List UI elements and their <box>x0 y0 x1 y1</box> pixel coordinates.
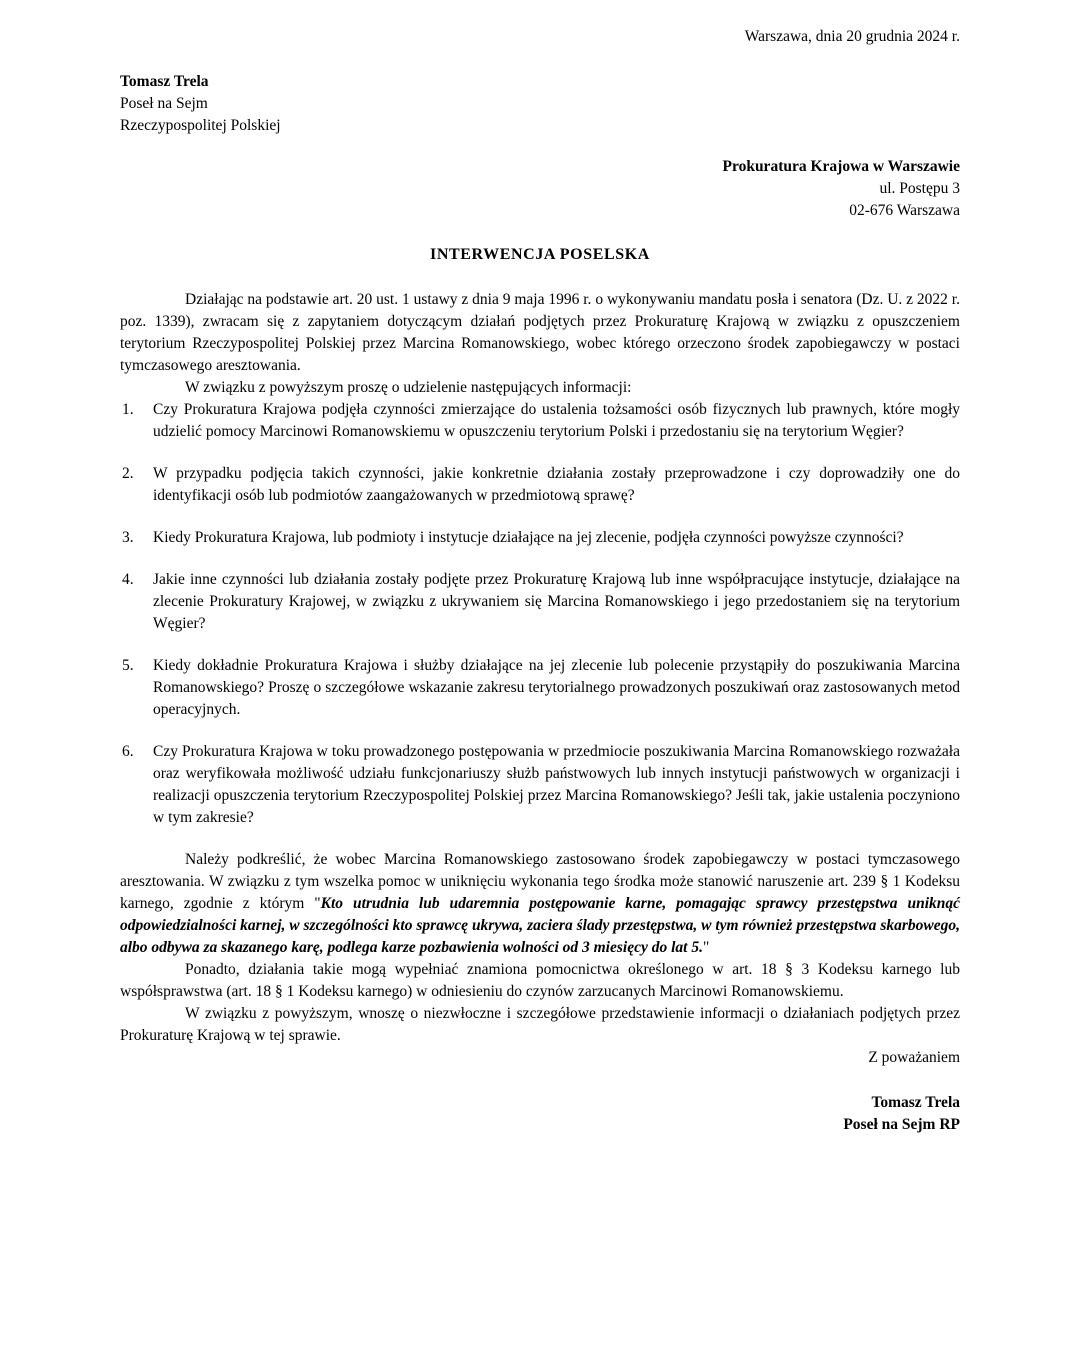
recipient-address-city: 02-676 Warszawa <box>849 202 960 219</box>
sender-block <box>120 71 960 137</box>
signature-block <box>120 1092 960 1136</box>
intro-paragraph: Działając na podstawie art. 20 ust. 1 ustawy z dnia 9 maja 1996 r. o wykonywaniu mandatu posła i senatora (Dz. U. z 2022 r. poz. 1339), zwracam się z zapytaniem dotyczącym działań podjętych przez Prokuraturę Krajową w związku z opuszczeniem terytorium Rzeczypospolitej Polskiej przez Marcina Romanowskiego, wobec którego orzeczono środek zapobiegawczy w postaci tymczasowego aresztowania. <box>120 291 960 374</box>
sender-role: Poseł na Sejm <box>120 95 208 112</box>
legal-text-after-quote: " <box>702 939 710 956</box>
aiding-paragraph: Ponadto, działania takie mogą wypełniać znamiona pomocnictwa określonego w art. 18 § 3 Kodeksu karnego lub współsprawstwa (art. 18 § 1 Kodeksu karnego) w odniesieniu do czynów zarzucanych Marcinowi Romanowskiemu. <box>120 961 960 1000</box>
valediction: Z poważaniem <box>868 1049 960 1066</box>
sender-name: Tomasz Trela <box>120 73 209 90</box>
signature-name: Tomasz Trela <box>871 1094 960 1111</box>
recipient-name: Prokuratura Krajowa w Warszawie <box>722 158 960 175</box>
request-line: W związku z powyższym proszę o udzielenie następujących informacji: <box>185 379 632 396</box>
question-item-4: Jakie inne czynności lub działania zostały podjęte przez Prokuraturę Krajową lub inne współpracujące instytucje, działające na zlecenie Prokuratury Krajowej, w związku z ukrywaniem się Marcina Romanowskiego i jego przedostaniem się na terytorium Węgier? <box>153 571 960 632</box>
recipient-address-street: ul. Postępu 3 <box>879 180 960 197</box>
questions-list <box>120 399 960 829</box>
sender-institution: Rzeczypospolitej Polskiej <box>120 117 281 134</box>
question-item-1: Czy Prokuratura Krajowa podjęła czynności zmierzające do ustalenia tożsamości osób fizycznych lub prawnych, które mogły udzielić pomocy Marcinowi Romanowskiemu w opuszczeniu terytorium Polski i przedostaniu się na terytorium Węgier? <box>153 401 960 440</box>
recipient-block <box>120 156 960 222</box>
legal-paragraph <box>120 849 960 959</box>
document-title: INTERWENCJA POSELSKA <box>430 246 650 263</box>
closing-paragraph: W związku z powyższym, wnoszę o niezwłoczne i szczegółowe przedstawienie informacji o działaniach podjętych przez Prokuraturę Krajową w tej sprawie. <box>120 1005 960 1044</box>
date-line: Warszawa, dnia 20 grudnia 2024 r. <box>744 28 960 45</box>
signature-title: Poseł na Sejm RP <box>843 1116 960 1133</box>
question-item-2: W przypadku podjęcia takich czynności, jakie konkretnie działania zostały przeprowadzone i czy doprowadziły one do identyfikacji osób lub podmiotów zaangażowanych w przedmiotową sprawę? <box>153 465 960 504</box>
question-item-3: Kiedy Prokuratura Krajowa, lub podmioty i instytucje działające na jej zlecenie, podjęła czynności powyższe czynności? <box>153 529 904 546</box>
question-item-5: Kiedy dokładnie Prokuratura Krajowa i służby działające na jej zlecenie lub polecenie przystąpiły do poszukiwania Marcina Romanowskiego? Proszę o szczegółowe wskazanie zakresu terytorialnego prowadzonych poszukiwań oraz zastosowanych metod operacyjnych. <box>153 657 960 718</box>
criminal-code-quote: Kto utrudnia lub udaremnia postępowanie karne, pomagając sprawcy przestępstwa uniknąć odpowiedzialności karnej, w szczególności kto sprawcę ukrywa, zaciera ślady przestępstwa, w tym również przestępstwa skarbowego, albo odbywa za skazanego karę, podlega karze pozbawienia wolności od 3 miesięcy do lat 5. <box>120 895 961 956</box>
legal-text-before-quote: Należy podkreślić, że wobec Marcina Romanowskiego zastosowano środek zapobiegawczy w postaci tymczasowego aresztowania. W związku z tym wszelka pomoc w uniknięciu wykonania tego środka może stanowić naruszenie art. 239 § 1 Kodeksu karnego, zgodnie z którym " <box>120 851 960 912</box>
question-item-6: Czy Prokuratura Krajowa w toku prowadzonego postępowania w przedmiocie poszukiwania Marcina Romanowskiego rozważała oraz weryfikowała możliwość udziału funkcjonariuszy służb państwowych lub innych instytucji państwowych w organizacji i realizacji opuszczenia terytorium Rzeczypospolitej Polskiej przez Marcina Romanowskiego? Jeśli tak, jakie ustalenia poczyniono w tym zakresie? <box>153 743 960 826</box>
